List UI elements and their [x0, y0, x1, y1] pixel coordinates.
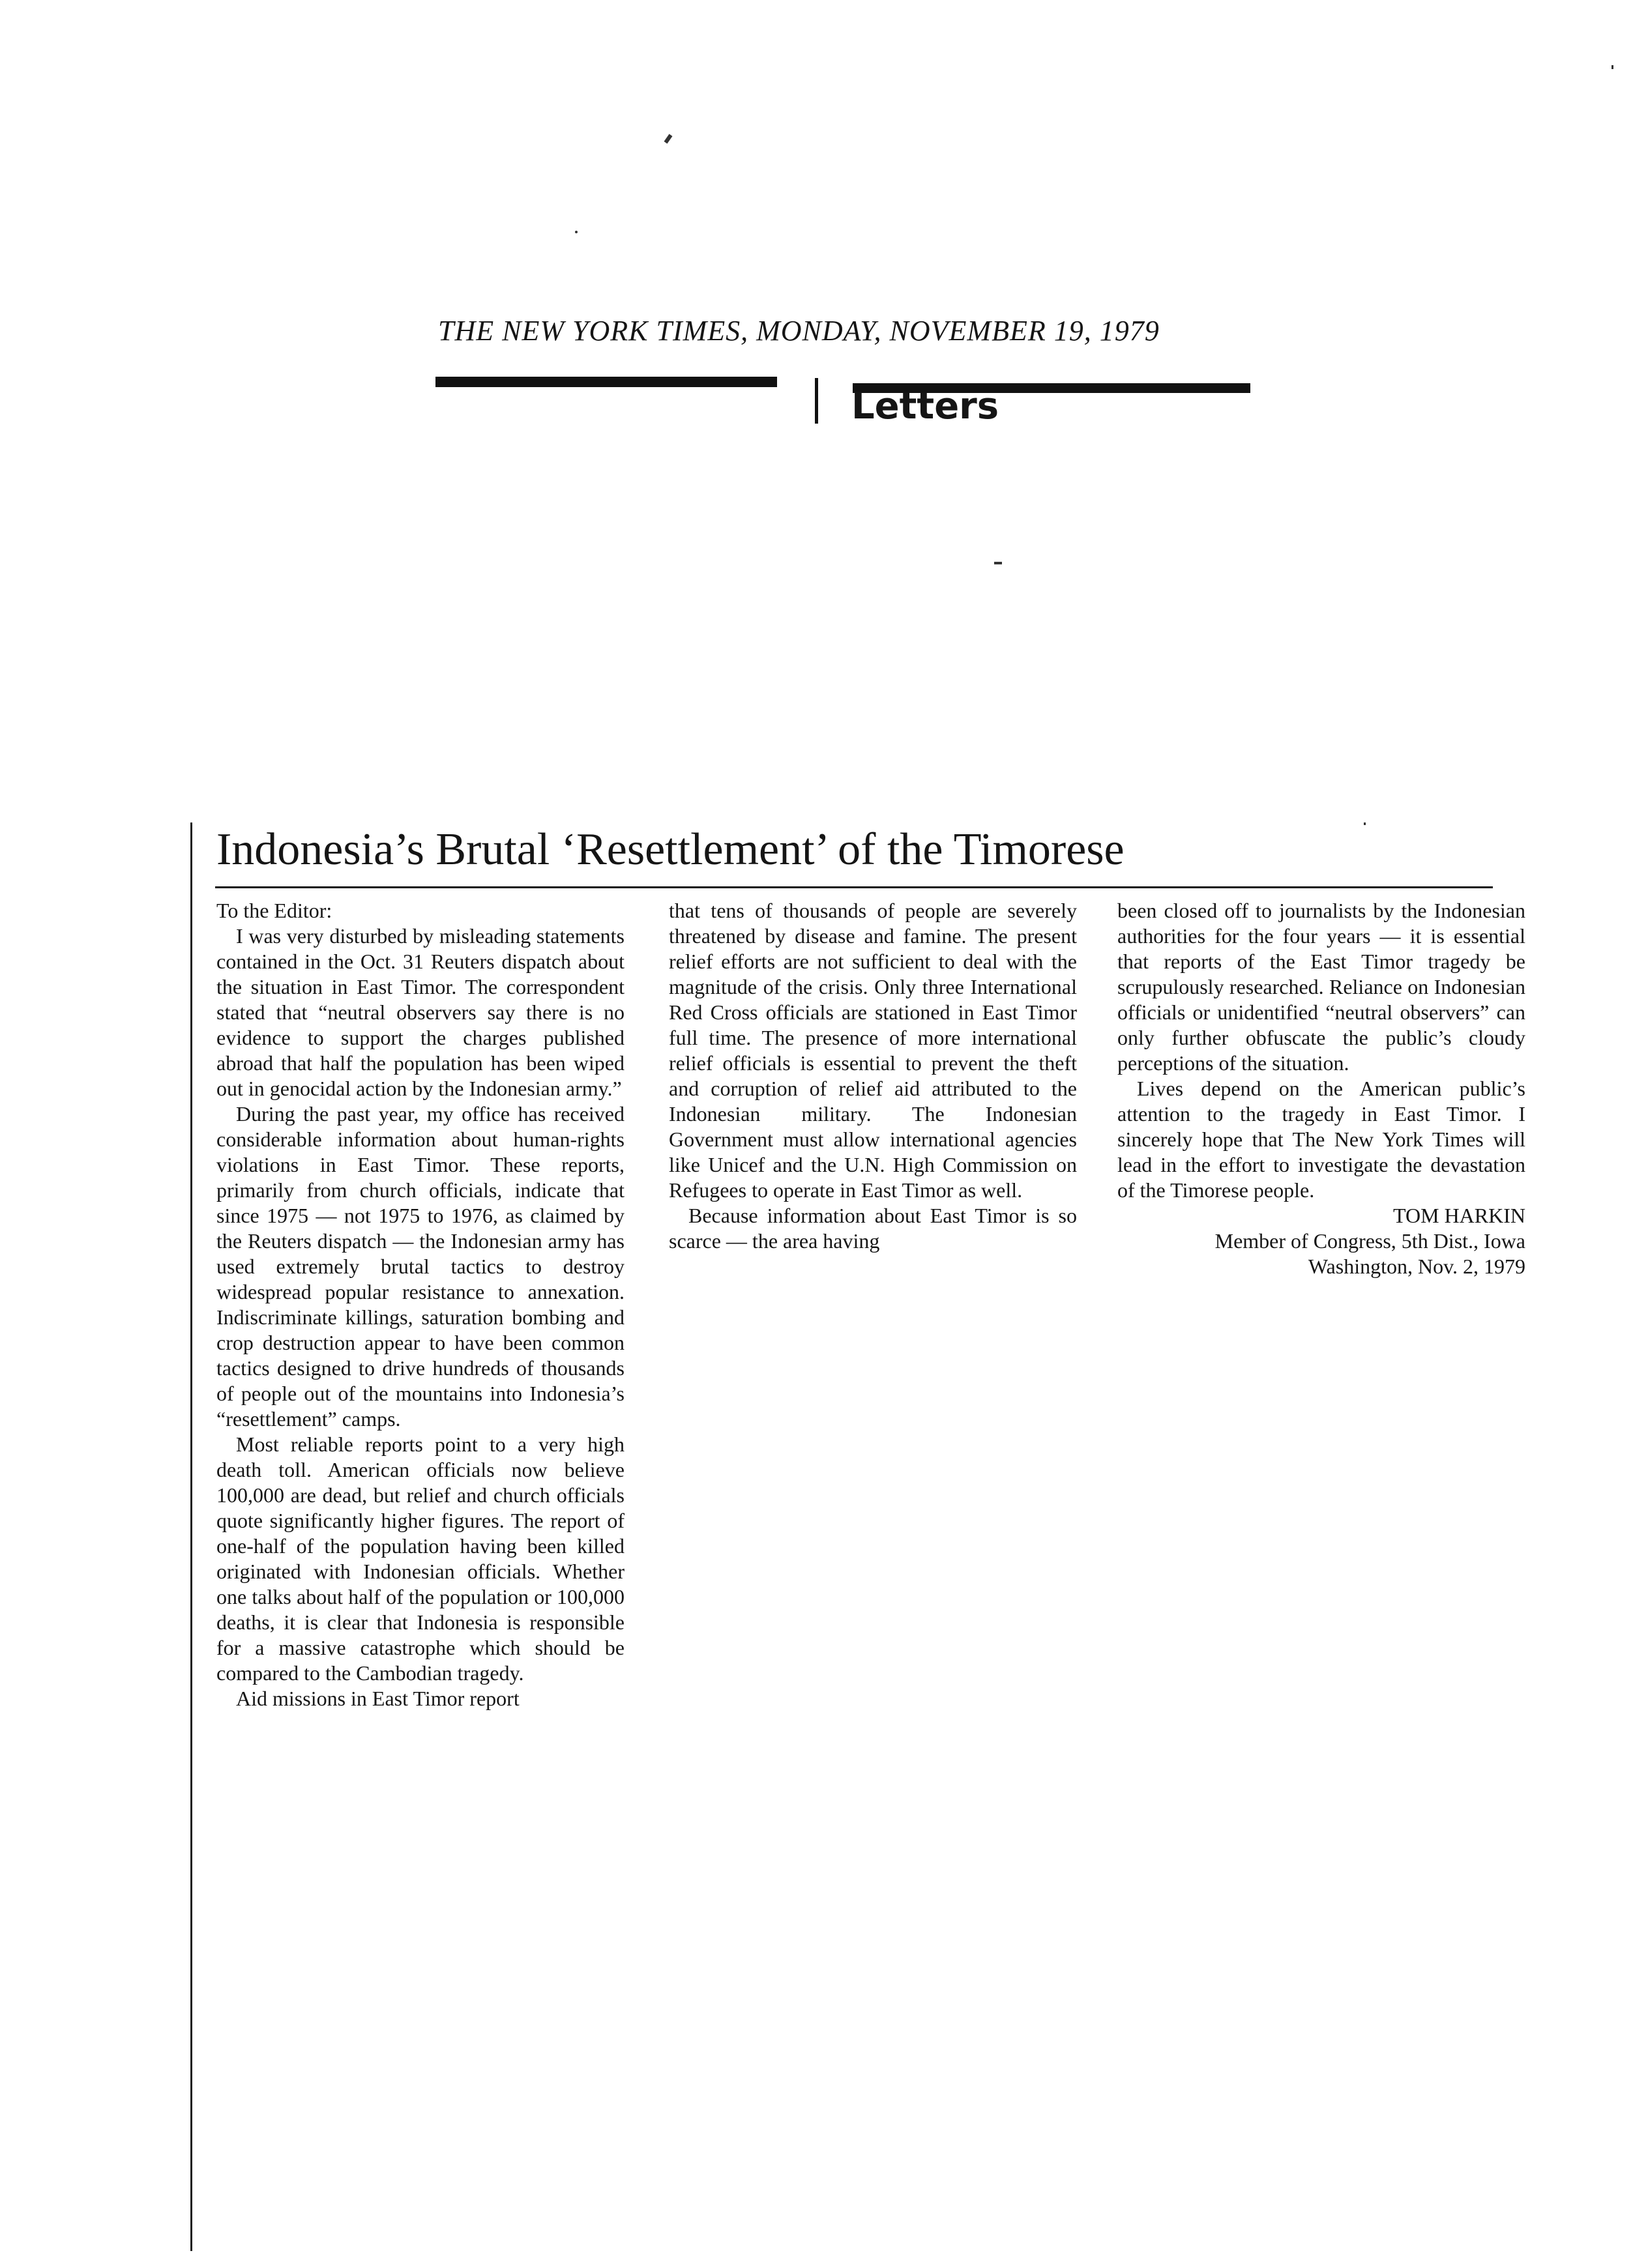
- article-column-3: [1117, 898, 1525, 1279]
- headline: Indonesia’s Brutal ‘Resettlement’ of the Timorese: [216, 824, 1125, 875]
- column-rule: [190, 822, 192, 2251]
- paragraph: been closed off to journalists by the Indonesian authorities for the four years — it is essential that reports of the East Timor tragedy be scrupulously researched. Reliance on Indonesian officials or unidentified “neutral observers” can only further obfuscate the public’s cloudy perceptions of the situation.: [1117, 899, 1525, 1075]
- masthead: THE NEW YORK TIMES, MONDAY, NOVEMBER 19, 1979: [438, 315, 1160, 347]
- paragraph: Because information about East Timor is so scarce — the area having: [669, 1204, 1077, 1253]
- paragraph: I was very disturbed by misleading statements contained in the Oct. 31 Reuters dispatch about the situation in East Timor. The correspondent stated that “neutral observers say there is no evidence to support the charges published abroad that half the population has been wiped out in genocidal action by the Indonesian army.”: [216, 924, 625, 1100]
- signature-dateline: Washington, Nov. 2, 1979: [1308, 1255, 1525, 1278]
- paragraph: Aid missions in East Timor report: [236, 1687, 520, 1710]
- signature-title: Member of Congress, 5th Dist., Iowa: [1214, 1229, 1525, 1253]
- paragraph: Most reliable reports point to a very high death toll. American officials now believe 100,000 are dead, but relief and church officials quote significantly higher figures. The report of one-half of the population having been killed originated with Indonesian officials. Whether one talks about half of the population or 100,000 deaths, it is clear that Indonesia is responsible for a massive catastrophe which should be compared to the Cambodian tragedy.: [216, 1432, 625, 1685]
- article-column-1: [216, 898, 625, 1711]
- paragraph: During the past year, my office has received considerable information about human-rights violations in East Timor. These reports, primarily from church officials, indicate that since 1975 — not 1975 to 1976, as claimed by the Reuters dispatch — the Indonesian army has used extremely brutal tactics to destroy widespread popular resistance to annexation. Indiscriminate killings, saturation bombing and crop destruction appear to have been common tactics designed to drive hundreds of thousands of people out of the mountains into Indonesia’s “resettlement” camps.: [216, 1102, 625, 1431]
- section-title: Letters: [851, 385, 999, 428]
- scan-speck: [994, 562, 1002, 564]
- paragraph: that tens of thousands of people are severely threatened by disease and famine. The present relief efforts are not sufficient to deal with the magnitude of the crisis. Only three International Red Cross officials are stationed in East Timor full time. The presence of more international relief officials is essential to prevent the theft and corruption of relief aid attributed to the Indonesian military. The Indonesian Government must allow international agencies like Unicef and the U.N. High Commission on Refugees to operate in East Timor as well.: [669, 899, 1077, 1202]
- scan-speck: [664, 134, 673, 144]
- headline-rule: [215, 886, 1493, 888]
- scan-speck: [1364, 822, 1366, 825]
- masthead-rule-left: [435, 377, 777, 387]
- paragraph: Lives depend on the American public’s attention to the tragedy in East Timor. I sincerely hope that The New York Times will lead in the effort to investigate the devastation of the Timorese people.: [1117, 1077, 1525, 1202]
- article-column-2: [669, 898, 1077, 1254]
- scan-speck: [1611, 65, 1613, 69]
- section-divider: [815, 378, 818, 424]
- scan-speck: [575, 231, 578, 233]
- salutation: To the Editor:: [216, 899, 332, 922]
- signature-name: TOM HARKIN: [1393, 1204, 1525, 1227]
